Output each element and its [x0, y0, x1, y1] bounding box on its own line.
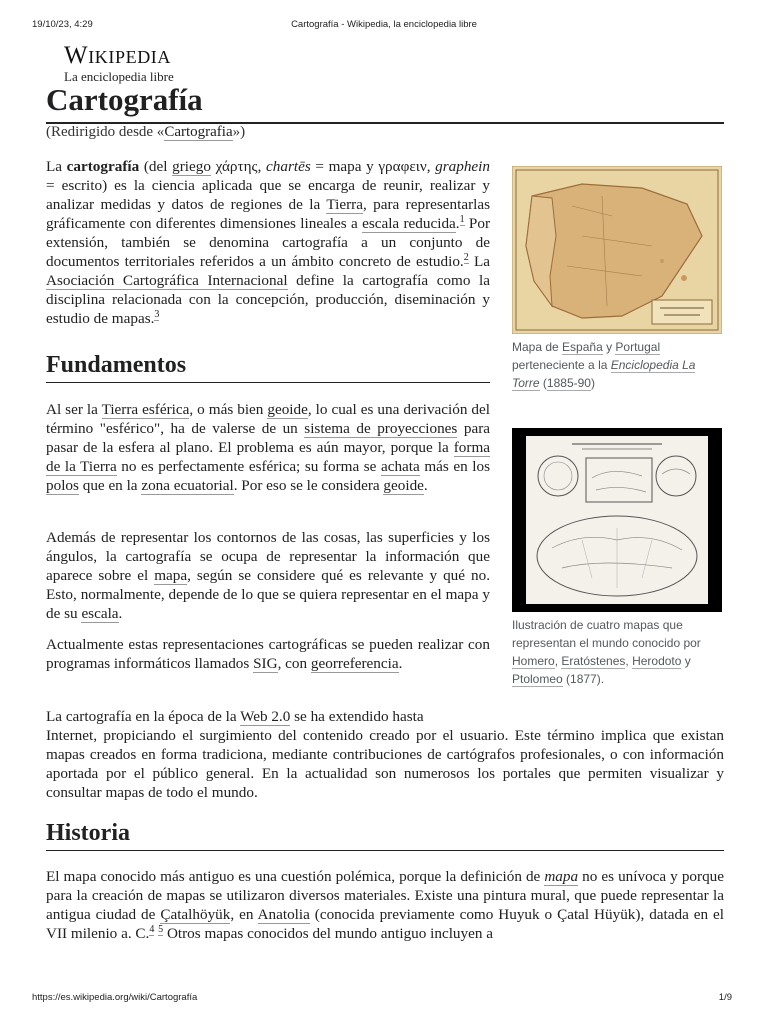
- link-mapa-italic[interactable]: mapa: [544, 868, 579, 885]
- intro-paragraph: La cartografía (del griego χάρτης, chartēs = mapa y γραφειν, graphein = escrito) es la ciencia aplicada que se encarga de reunir, realizar y analizar medidas y datos de regiones de la Tierra, para representarlas gráficamente con diferentes dimensiones lineales a escala reducida.$^1$ Por extensión, también se denomina cartografía a un conjunto de documentos territoriales referidos a un ámbito concreto de estudio.$^2$ La Asociación Cartográfica Internacional define la cartografía como la disciplina relacionada con la concepción, producción, diseminación y estudio de mapas.$^3$: [46, 158, 491, 327]
- historia-paragraph-1: El mapa conocido más antiguo es una cuestión polémica, porque la definición de mapa no es unívoca y porque para la creación de mapas se utilizaron diversos materiales. Existe una pintura mural, que puede representar la antigua ciudad de Çatalhöyük, en Anatolia (conocida previamente como Huyuk o Çatal Hüyük), datada en el VII milenio a. C.$^4$ $^5$ Otros mapas conocidos del mundo antiguo incluyen a: [46, 868, 724, 942]
- section-heading-fundamentos: Fundamentos: [46, 350, 490, 383]
- link-ptolomeo[interactable]: Ptolomeo: [512, 672, 563, 686]
- link-zona-ecuatorial[interactable]: zona ecuatorial: [141, 477, 234, 494]
- spain-portugal-map-image[interactable]: [512, 166, 722, 334]
- logo-wordmark: Wikipedia: [64, 42, 171, 69]
- ancient-world-maps-image[interactable]: [512, 428, 722, 612]
- link-catalhoyuk[interactable]: Çatalhöyük: [160, 906, 231, 923]
- redirect-link[interactable]: Cartografia: [164, 124, 233, 140]
- link-griego[interactable]: griego: [172, 158, 211, 175]
- ref-4[interactable]: 4: [149, 923, 155, 935]
- print-header: [0, 19, 768, 33]
- link-geoide-2[interactable]: geoide: [383, 477, 424, 494]
- print-page-counter: 1/9: [718, 992, 732, 1003]
- fundamentos-paragraph-4: La cartografía en la época de la Web 2.0 se ha extendido hasta Internet, propiciando el surgimiento del contenido creado por el usuario. Este término implica que existan mapas creados en forma tradiciona, mediante contribuciones de cartógrafos profesionales, o con información aportada por el público general. En la actualidad son numerosos los portales que permiten visualizar y consultar mapas de todo el mundo.: [46, 708, 724, 801]
- link-enciclopedia-la-torre[interactable]: Enciclopedia La Torre: [512, 358, 696, 390]
- link-sig[interactable]: SIG: [253, 655, 278, 672]
- link-portugal[interactable]: Portugal: [615, 340, 661, 354]
- link-herodoto[interactable]: Herodoto: [632, 654, 682, 668]
- page-title: Cartografía: [46, 80, 724, 124]
- figure-ancient-maps-caption: Ilustración de cuatro mapas que representan el mundo conocido por Homero, Eratóstenes, Herodoto y Ptolomeo (1877).: [512, 618, 701, 686]
- figure-spain-portugal: [512, 166, 722, 392]
- link-escala-reducida[interactable]: escala reducida: [362, 215, 456, 232]
- print-url: https://es.wikipedia.org/wiki/Cartografía: [32, 992, 198, 1003]
- link-georreferencia[interactable]: georreferencia: [310, 655, 399, 672]
- fundamentos-paragraph-2: Además de representar los contornos de las cosas, las superficies y los ángulos, la cartografía se ocupa de representar la información que aparece sobre el mapa, según se considere qué es relevante y qué no. Esto, normalmente, depende de lo que se quiera representar en el mapa y de su escala.: [46, 529, 490, 622]
- bold-term: cartografía: [66, 158, 140, 175]
- link-homero[interactable]: Homero: [512, 654, 555, 668]
- link-sistema-proyecciones[interactable]: sistema de proyecciones: [304, 420, 458, 437]
- section-heading-historia: Historia: [46, 818, 724, 851]
- ref-1[interactable]: 1: [459, 213, 465, 225]
- print-datetime: 19/10/23, 4:29: [32, 19, 93, 30]
- wikipedia-logo[interactable]: [64, 42, 204, 85]
- link-achata[interactable]: achata: [380, 458, 420, 475]
- link-polos[interactable]: polos: [46, 477, 79, 494]
- link-tierra-esferica[interactable]: Tierra esférica: [101, 401, 190, 418]
- logo-tagline: La enciclopedia libre: [64, 69, 174, 84]
- print-page-title: Cartografía - Wikipedia, la enciclopedia libre: [291, 19, 477, 30]
- link-geoide[interactable]: geoide: [267, 401, 308, 418]
- link-escala[interactable]: escala: [81, 605, 119, 622]
- link-eratostenes[interactable]: Eratóstenes: [561, 654, 626, 668]
- fundamentos-paragraph-3: Actualmente estas representaciones cartográficas se pueden realizar con programas informáticos llamados SIG, con georreferencia.: [46, 636, 490, 672]
- link-tierra[interactable]: Tierra: [326, 196, 363, 213]
- link-web-2-0[interactable]: Web 2.0: [240, 708, 291, 725]
- figure-ancient-maps: [512, 428, 722, 688]
- link-espana[interactable]: España: [562, 340, 603, 354]
- print-footer: [0, 992, 768, 1006]
- link-asociacion-cartografica[interactable]: Asociación Cartográfica Internacional: [46, 272, 288, 289]
- ref-5[interactable]: 5: [158, 923, 164, 935]
- ref-3[interactable]: 3: [154, 308, 160, 320]
- link-mapa[interactable]: mapa: [154, 567, 188, 584]
- redirect-note: (Redirigido desde «Cartografia»): [46, 124, 246, 140]
- figure-spain-portugal-caption: Mapa de España y Portugal perteneciente a la Enciclopedia La Torre (1885-90): [512, 340, 696, 390]
- link-forma-tierra[interactable]: forma de la Tierra: [46, 439, 490, 475]
- link-1885-90[interactable]: 1885-90: [546, 376, 591, 390]
- ref-2[interactable]: 2: [463, 251, 469, 263]
- link-anatolia[interactable]: Anatolia: [257, 906, 310, 923]
- fundamentos-paragraph-1: Al ser la Tierra esférica, o más bien geoide, lo cual es una derivación del término "esférico", ha de valerse de un sistema de proyecciones para pasar de la esfera al plano. El problema es aún mayor, porque la forma de la Tierra no es perfectamente esférica; su forma se achata más en los polos que en la zona ecuatorial. Por eso se le considera geoide.: [46, 401, 490, 494]
